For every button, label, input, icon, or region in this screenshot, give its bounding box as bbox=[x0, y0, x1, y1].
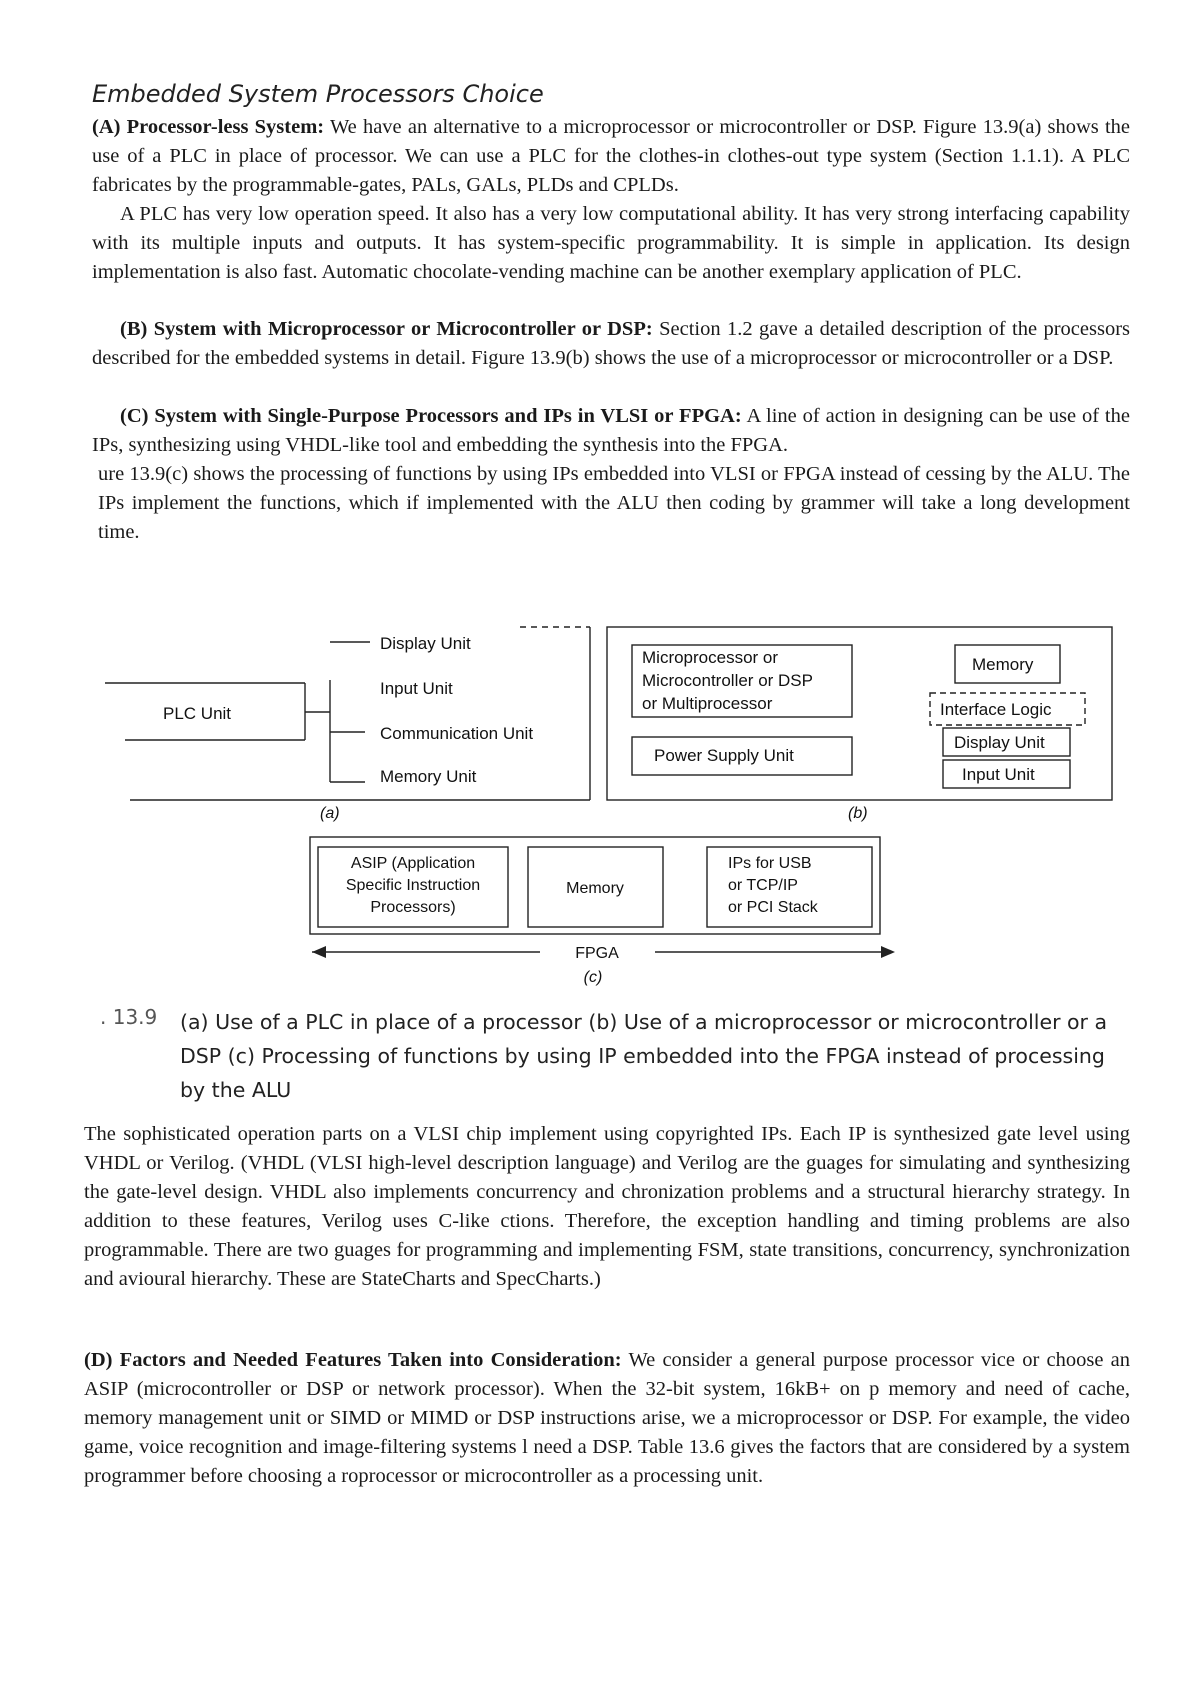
section-b-text: Section 1.2 gave a detailed description of the processors described for the embedded systems in detail. Figure 13.9(b) shows the use of a microprocessor or microcontroller or a DSP. bbox=[92, 318, 1130, 369]
figure-c-label: (c) bbox=[583, 969, 603, 986]
figure-caption: (a) Use of a PLC in place of a processor (b) Use of a microprocessor or microcontroller or a DSP (c) Processing of functions by using IP embedded into the FPGA instead of processing by the ALU bbox=[180, 1010, 1108, 1102]
processor-label-3: or Multiprocessor bbox=[642, 694, 773, 713]
plc-unit-label: PLC Unit bbox=[163, 704, 232, 723]
section-d-lead: (D) Factors and Needed Features Taken into Consideration: bbox=[84, 1349, 622, 1371]
fpga-label: FPGA bbox=[575, 945, 619, 962]
section-heading: Embedded System Processors Choice bbox=[92, 80, 544, 108]
vlsi-paragraph: The sophisticated operation parts on a VLSI chip implement using copyrighted IPs. Each IP is synthesized gate level using VHDL or Verilog. (VHDL (VLSI high-level description language) and Verilog are the guages for simulating and synthesizing the gate-level design. VHDL also implements concurrency and chronization problems and a structural hierarchy strategy. In addition to these features, Verilog uses C-like ctions. Therefore, the exception handling and timing problems are also programmable. There are two guages for programming and implementing FSM, state transitions, concurrency, synchronization and avioural hierarchy. These are StateCharts and SpecCharts.) bbox=[84, 1123, 1130, 1290]
b-display-unit-label: Display Unit bbox=[954, 733, 1045, 752]
b-input-unit-label: Input Unit bbox=[962, 765, 1035, 784]
section-c-lead: (C) System with Single-Purpose Processors and IPs in VLSI or FPGA: bbox=[120, 405, 742, 427]
figure-b-label: (b) bbox=[848, 805, 868, 822]
figure-a-label: (a) bbox=[320, 805, 340, 822]
section-a-text: We have an alternative to a microprocessor or microcontroller or DSP. Figure 13.9(a) shows the use of a PLC in place of processor. We can use a PLC for the clothes-in clothes-out type system (Section 1.1.1). A PLC fabricates by the programmable-gates, PALs, GALs, PLDs and CPLDs. bbox=[92, 116, 1130, 196]
power-supply-label: Power Supply Unit bbox=[654, 746, 794, 765]
arrowhead-right bbox=[881, 946, 895, 958]
section-c-paragraph-2: ure 13.9(c) shows the processing of functions by using IPs embedded into VLSI or FPGA instead of cessing by the ALU. The IPs implement the functions, which if implemented with the ALU then coding by grammer will take a long development time. bbox=[98, 463, 1130, 543]
ip-label-1: IPs for USB bbox=[728, 855, 812, 872]
memory-unit-label: Memory Unit bbox=[380, 767, 477, 786]
ip-label-2: or TCP/IP bbox=[728, 877, 798, 894]
input-unit-label: Input Unit bbox=[380, 679, 453, 698]
figure-number: . 13.9 bbox=[100, 1005, 158, 1029]
section-d-text: We consider a general purpose processor vice or choose an ASIP (microcontroller or DSP or network processor). When the 32-bit system, 16kB+ on p memory and need of cache, memory management unit or SIMD or MIMD or DSP instructions arise, we a microprocessor or DSP. For example, the video game, voice recognition and image-filtering systems l need a DSP. Table 13.6 gives the factors that are considered by a system programmer before choosing a roprocessor or microcontroller as a processing unit. bbox=[84, 1349, 1130, 1487]
b-memory-label: Memory bbox=[972, 655, 1034, 674]
display-unit-label: Display Unit bbox=[380, 634, 471, 653]
ip-label-3: or PCI Stack bbox=[728, 899, 818, 916]
c-memory-label: Memory bbox=[566, 880, 624, 897]
communication-unit-label: Communication Unit bbox=[380, 724, 534, 743]
processor-label-2: Microcontroller or DSP bbox=[642, 671, 813, 690]
section-a-lead: (A) Processor-less System: bbox=[92, 116, 325, 138]
asip-label-3: Processors) bbox=[370, 899, 456, 916]
section-c-text: A line of action in designing can be use of the IPs, synthesizing using VHDL-like tool and embedding the synthesis into the FPGA. bbox=[92, 405, 1130, 456]
interface-logic-label: Interface Logic bbox=[940, 700, 1052, 719]
asip-label-2: Specific Instruction bbox=[345, 877, 481, 894]
section-a-paragraph-2: A PLC has very low operation speed. It also has a very low computational ability. It has very strong interfacing capability with its multiple inputs and outputs. It has system-specific programmability. It is simple in application. Its design implementation is also fast. Automatic chocolate-vending machine can be another exemplary application of PLC. bbox=[92, 203, 1130, 283]
section-b-lead: (B) System with Microprocessor or Microcontroller or DSP: bbox=[120, 318, 653, 340]
section-d-paragraph bbox=[84, 1346, 1130, 1491]
processor-label-1: Microprocessor or bbox=[642, 648, 779, 667]
arrowhead-left bbox=[312, 946, 326, 958]
asip-label-1: ASIP (Application bbox=[350, 855, 476, 872]
